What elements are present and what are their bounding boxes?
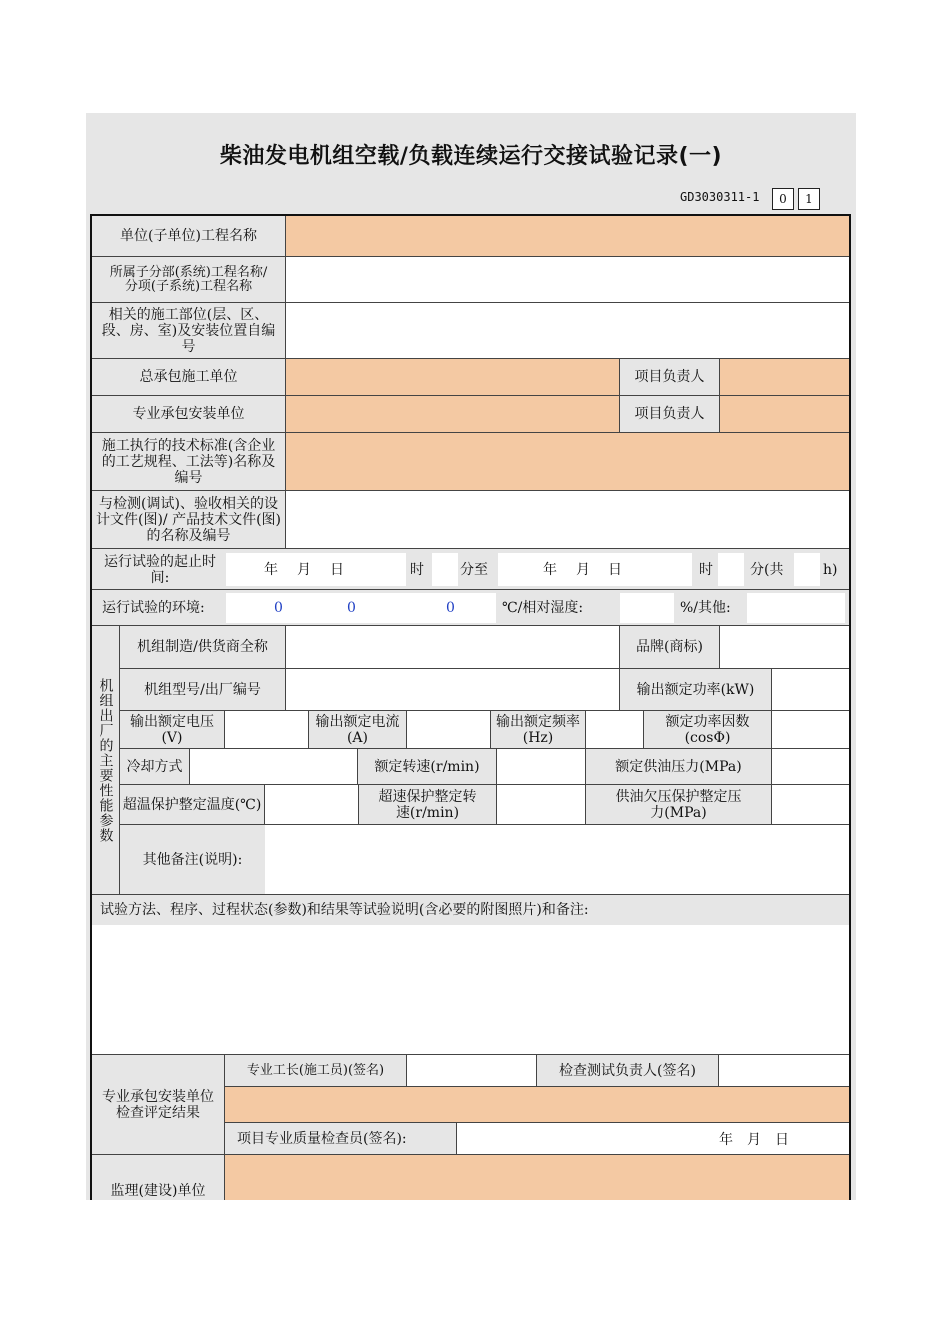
rated-voltage-field[interactable] (225, 711, 309, 749)
design-docs-label: 与检测(调试)、验收相关的设计文件(图)/ 产品技术文件(图)的名称及编号 (92, 491, 286, 549)
day-label-2: 日 (608, 562, 622, 578)
rated-current-field[interactable] (407, 711, 491, 749)
rated-freq-field[interactable] (586, 711, 644, 749)
hour-label-2: 时 (699, 562, 713, 578)
cooling-label: 冷却方式 (120, 749, 190, 785)
special-contractor-label: 专业承包安装单位 (92, 396, 286, 433)
maker-field[interactable] (286, 626, 620, 669)
general-contractor-label: 总承包施工单位 (92, 359, 286, 396)
humidity-field[interactable] (620, 593, 674, 623)
overspeed-label: 超速保护整定转速(r/min) (359, 785, 497, 825)
general-contractor-field[interactable] (286, 359, 620, 396)
supervisor-label: 监理(建设)单位 (92, 1155, 225, 1200)
location-field[interactable] (286, 303, 849, 359)
model-label: 机组型号/出厂编号 (120, 669, 286, 711)
unit-name-label: 单位(子单位)工程名称 (92, 216, 286, 257)
design-docs-field[interactable] (286, 491, 849, 549)
form-code: GD3030311-1 (680, 190, 760, 204)
temp-field[interactable] (226, 593, 496, 623)
power-factor-field[interactable] (772, 711, 849, 749)
form-table (90, 214, 851, 1200)
brand-label: 品牌(商标) (620, 626, 720, 669)
env-value-3: 0 (446, 600, 455, 616)
contractor-result-text: 专业承包安装单位检查评定结果 (102, 1088, 214, 1121)
standard-field[interactable] (286, 433, 849, 491)
time-label: 运行试验的起止时间: (104, 554, 216, 586)
month-label-2: 月 (576, 562, 590, 578)
params-side-text: 机组出厂的主要性能参数 (97, 677, 114, 843)
overtemp-field[interactable] (265, 785, 359, 825)
day-label: 日 (330, 562, 344, 578)
method-label: 试验方法、程序、过程状态(参数)和结果等试验说明(含必要的附图照片)和备注: (92, 895, 849, 925)
rated-speed-field[interactable] (497, 749, 586, 785)
env-label: 运行试验的环境: (102, 600, 205, 616)
rated-speed-label: 额定转速(r/min) (358, 749, 497, 785)
rated-power-label: 输出额定功率(kW) (620, 669, 772, 711)
sub-project-label: 所属子分部(系统)工程名称/ 分项(子系统)工程名称 (92, 257, 286, 303)
form-sheet (86, 113, 856, 1200)
maker-label: 机组制造/供货商全称 (120, 626, 286, 669)
start-minute-field[interactable] (432, 553, 458, 586)
min-total-label: 分(共 (750, 562, 784, 578)
model-field[interactable] (286, 669, 620, 711)
min-to-label: 分至 (460, 562, 488, 578)
oil-pressure-label: 额定供油压力(MPa) (586, 749, 772, 785)
overspeed-field[interactable] (497, 785, 586, 825)
start-date-field[interactable] (226, 553, 406, 586)
oil-pressure-field[interactable] (772, 749, 849, 785)
remarks-field[interactable] (265, 825, 849, 895)
code-box-1: 0 (772, 188, 794, 210)
project-manager-label-2: 项目负责人 (620, 396, 720, 433)
location-label: 相关的施工部位(层、区、段、房、室)及安装位置自编号 (92, 303, 286, 359)
power-factor-label: 额定功率因数(cosΦ) (644, 711, 772, 749)
total-hours-field[interactable] (794, 553, 820, 586)
temp-unit-label: ℃/相对湿度: (502, 600, 584, 616)
contractor-result-field[interactable] (225, 1087, 849, 1123)
sub-project-field[interactable] (286, 257, 849, 303)
brand-field[interactable] (720, 626, 849, 669)
end-minute-field[interactable] (718, 553, 744, 586)
overtemp-label: 超温保护整定温度(℃) (120, 785, 265, 825)
year-label-2: 年 (543, 562, 557, 578)
page-title: 柴油发电机组空载/负载连续运行交接试验记录(一) (219, 144, 723, 169)
project-manager-field-1[interactable] (720, 359, 849, 396)
rated-freq-label: 输出额定频率(Hz) (491, 711, 586, 749)
date-label: 年 月 日 (719, 1132, 789, 1148)
special-contractor-field[interactable] (286, 396, 620, 433)
other-label: %/其他: (680, 600, 731, 616)
params-side-label (92, 626, 120, 895)
remarks-label: 其他备注(说明): (120, 825, 265, 895)
month-label: 月 (297, 562, 311, 578)
project-manager-field-2[interactable] (720, 396, 849, 433)
end-date-field[interactable] (498, 553, 692, 586)
foreman-sign-field[interactable] (407, 1055, 537, 1087)
env-value-2: 0 (347, 600, 356, 616)
method-field[interactable] (92, 925, 849, 1055)
hour-label: 时 (410, 562, 424, 578)
low-oil-field[interactable] (772, 785, 849, 825)
code-box-2: 1 (798, 188, 820, 210)
qc-inspector-sign-field[interactable] (457, 1123, 849, 1155)
foreman-label: 专业工长(施工员)(签名) (225, 1055, 407, 1087)
cooling-field[interactable] (190, 749, 358, 785)
other-env-field[interactable] (747, 593, 845, 623)
test-lead-label: 检查测试负责人(签名) (537, 1055, 719, 1087)
low-oil-label: 供油欠压保护整定压力(MPa) (586, 785, 772, 825)
rated-voltage-label: 输出额定电压(V) (120, 711, 225, 749)
qc-inspector-label: 项目专业质量检查员(签名): (225, 1123, 457, 1155)
project-manager-label-1: 项目负责人 (620, 359, 720, 396)
supervisor-field[interactable] (225, 1155, 849, 1200)
rated-power-field[interactable] (772, 669, 849, 711)
test-lead-sign-field[interactable] (719, 1055, 849, 1087)
contractor-result-label (92, 1055, 225, 1155)
rated-current-label: 输出额定电流(A) (309, 711, 407, 749)
hours-suffix: h) (823, 562, 838, 578)
year-label: 年 (264, 562, 278, 578)
standard-label: 施工执行的技术标准(含企业的工艺规程、工法等)名称及编号 (92, 433, 286, 491)
unit-name-field[interactable] (286, 216, 849, 257)
env-value-1: 0 (274, 600, 283, 616)
